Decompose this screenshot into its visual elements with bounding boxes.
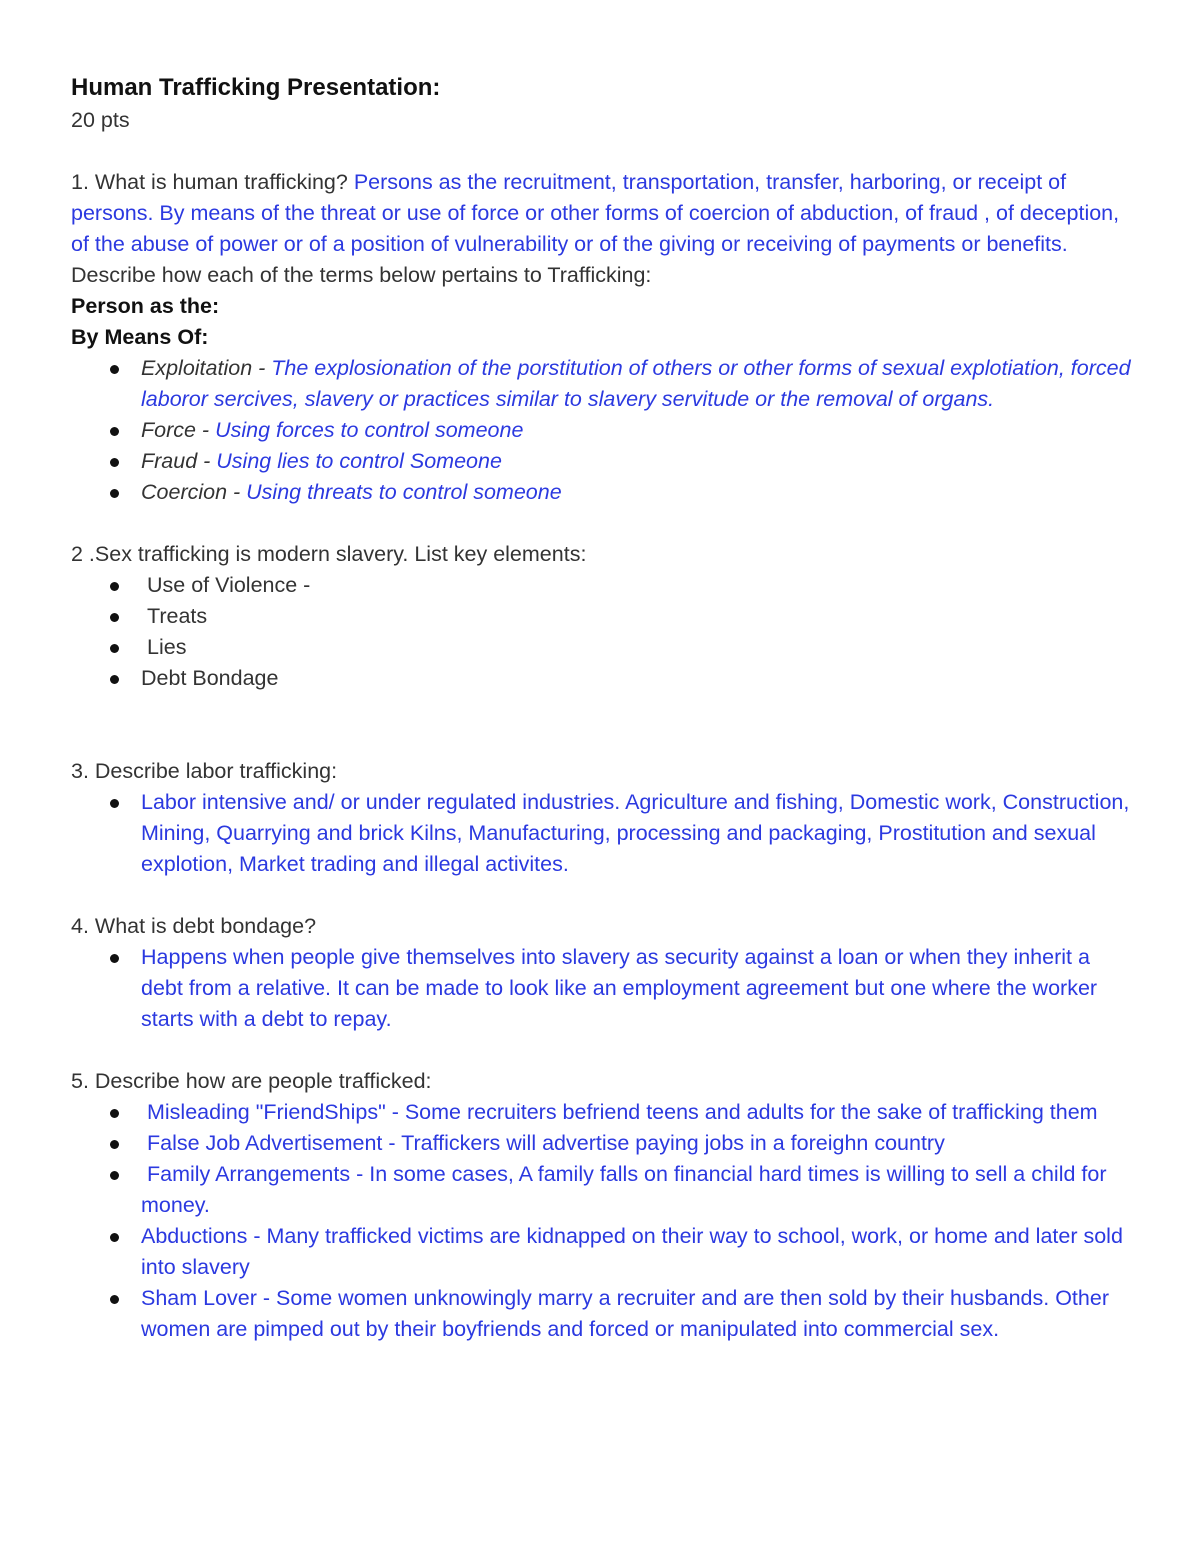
bullet-icon [110,458,119,467]
bullet-icon [110,644,119,653]
question-3: 3. Describe labor trafficking: [71,759,338,783]
list-item [71,353,1131,415]
list-item [71,1283,1131,1345]
term-definition: The explosionation of the porstitution of others or other forms of sexual explotiation, forced laboror sercives, slavery or practices similar to slavery servitude or the removal of organs. [141,356,1131,411]
list-item-text: Labor intensive and/ or under regulated industries. Agriculture and fishing, Domestic work, Construction, Mining, Quarrying and brick Kilns, Manufacturing, processing and packaging, Prostitution and sexual explotion, Market trading and illegal activites. [141,790,1130,876]
term-label: Coercion - [141,480,247,504]
list-item-text: Happens when people give themselves into slavery as security against a loan or when they inherit a debt from a relative. It can be made to look like an employment agreement but one where the worker starts with a debt to repay. [141,945,1098,1031]
question-1-instruction: Describe how each of the terms below pertains to Trafficking: [71,263,652,287]
trafficking-methods-list [71,1097,1131,1345]
debt-bondage-list [71,942,1131,1035]
list-item [71,415,1131,446]
list-item [71,787,1131,880]
list-item [71,1221,1131,1283]
list-item [71,601,1131,632]
bullet-icon [110,582,119,591]
term-definition: Using forces to control someone [215,418,524,442]
list-item [71,1159,1131,1221]
bullet-icon [110,427,119,436]
heading-by-means-of: By Means Of: [71,325,209,349]
key-elements-list [71,570,1131,694]
bullet-icon [110,954,119,963]
list-item [71,446,1131,477]
list-item-text: Debt Bondage [141,666,279,690]
question-1 [71,167,1131,291]
list-item [71,477,1131,508]
list-item-text: Sham Lover - Some women unknowingly marry a recruiter and are then sold by their husbands. Other women are pimped out by their boyfriends and forced or manipulated into commercial sex. [141,1286,1109,1341]
list-item-text: False Job Advertisement - Traffickers will advertise paying jobs in a foreighn country [141,1131,945,1155]
list-item-text: Misleading "FriendShips" - Some recruiters befriend teens and adults for the sake of trafficking them [141,1100,1098,1124]
term-label: Exploitation - [141,356,272,380]
list-item [71,570,1131,601]
term-label: Force - [141,418,216,442]
heading-person-as-the: Person as the: [71,294,220,318]
question-1-answer: Persons as the recruitment, transportation, transfer, harboring, or receipt of persons. By means of the threat or use of force or other forms of coercion of abduction, of fraud , of deception, of the abuse of power or of a position of vulnerability or of the giving or receiving of payments or benefits. [71,170,1120,256]
question-4: 4. What is debt bondage? [71,914,317,938]
bullet-icon [110,675,119,684]
bullet-icon [110,613,119,622]
term-definition: Using lies to control Someone [216,449,502,473]
bullet-icon [110,799,119,808]
bullet-icon [110,1171,119,1180]
term-label: Fraud - [141,449,217,473]
list-item [71,942,1131,1035]
terms-list [71,353,1131,508]
bullet-icon [110,489,119,498]
document-page [71,71,1131,1345]
question-2: 2 .Sex trafficking is modern slavery. List key elements: [71,542,587,566]
question-1-text: 1. What is human trafficking? [71,170,354,194]
bullet-icon [110,1295,119,1304]
labor-trafficking-list [71,787,1131,880]
bullet-icon [110,1233,119,1242]
list-item-text: Use of Violence - [147,573,311,597]
list-item [71,1128,1131,1159]
question-5: 5. Describe how are people trafficked: [71,1069,432,1093]
list-item [71,663,1131,694]
list-item [71,1097,1131,1128]
bullet-icon [110,1140,119,1149]
term-definition: Using threats to control someone [246,480,562,504]
list-item [71,632,1131,663]
list-item-text: Treats [147,604,208,628]
list-item-text: Lies [147,635,187,659]
bullet-icon [110,1109,119,1118]
document-title: Human Trafficking Presentation: [71,74,441,101]
list-item-text: Family Arrangements - In some cases, A family falls on financial hard times is willing to sell a child for money. [141,1162,1113,1217]
points-label: 20 pts [71,108,130,132]
bullet-icon [110,365,119,374]
list-item-text: Abductions - Many trafficked victims are kidnapped on their way to school, work, or home and later sold into slavery [141,1224,1123,1279]
